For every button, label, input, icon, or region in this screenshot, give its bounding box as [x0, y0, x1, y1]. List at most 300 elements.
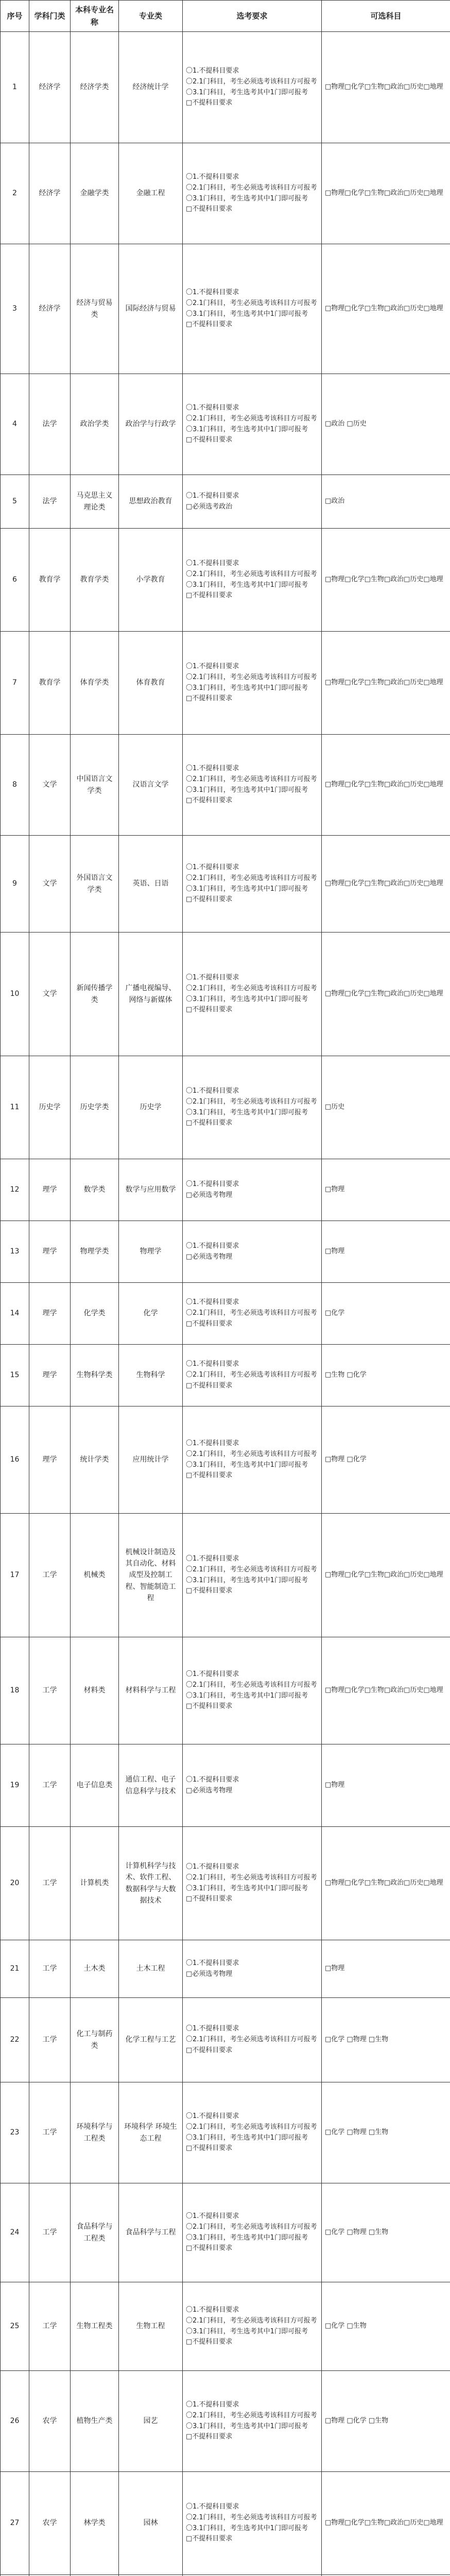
row-number: 1	[1, 32, 29, 143]
requirement-option[interactable]: 〇3.1门科目，考生选考其中1门即可报考	[186, 1108, 308, 1116]
row-category: 工学	[29, 1940, 71, 1998]
requirement-option[interactable]: □不提科目要求	[186, 1471, 233, 1480]
subject-checkboxes[interactable]: □化学 □物理 □生物	[325, 2228, 389, 2236]
row-requirement	[183, 244, 322, 374]
row-category: 文学	[29, 933, 71, 1056]
requirement-option[interactable]: □必须选考物理	[186, 1252, 233, 1261]
row-major: 土木工程	[119, 1940, 183, 1998]
table-row	[1, 1998, 450, 2082]
subject-checkboxes[interactable]: □物理□化学□生物□政治□历史□地理	[325, 1879, 443, 1887]
row-subjects	[322, 1637, 450, 1744]
requirement-option[interactable]: 〇2.1门科目，考生必须选考该科目方可报考	[186, 2036, 317, 2044]
requirement-option[interactable]: 〇3.1门科目，考生选考其中1门即可报考	[186, 310, 308, 318]
row-major: 材料科学与工程	[119, 1637, 183, 1744]
subject-checkboxes[interactable]: □物理□化学□生物□政治□历史□地理	[325, 781, 443, 789]
row-category: 工学	[29, 2183, 71, 2282]
row-requirement	[183, 32, 322, 143]
row-number: 25	[1, 2282, 29, 2371]
requirement-option[interactable]: 〇1.不提科目要求	[186, 492, 239, 500]
row-major: 金融工程	[119, 143, 183, 244]
subject-checkboxes[interactable]: □历史	[325, 1103, 345, 1111]
requirement-option[interactable]: □不提科目要求	[186, 2338, 233, 2346]
row-subjects	[322, 374, 450, 475]
requirement-option[interactable]: 〇2.1门科目，考生必须选考该科目方可报考	[186, 414, 317, 422]
requirement-option[interactable]: 〇1.不提科目要求	[186, 1242, 239, 1250]
row-major: 物理学	[119, 1221, 183, 1283]
row-requirement	[183, 2472, 322, 2575]
requirement-option[interactable]: 〇2.1门科目，考生必须选考该科目方可报考	[186, 1873, 317, 1882]
subject-checkboxes[interactable]: □物理	[325, 1247, 345, 1256]
row-requirement	[183, 836, 322, 933]
subject-checkboxes[interactable]: □物理□化学□生物□政治□历史□地理	[325, 575, 443, 584]
subject-checkboxes[interactable]: □物理□化学□生物□政治□历史□地理	[325, 990, 443, 998]
requirement-option[interactable]: 〇2.1门科目，考生必须选考该科目方可报考	[186, 984, 317, 992]
requirement-option[interactable]: □不提科目要求	[186, 1381, 233, 1389]
requirement-option[interactable]: □必须选考政治	[186, 502, 233, 511]
row-major-class: 食品科学与工程类	[71, 2183, 119, 2282]
requirement-option[interactable]: 〇1.不提科目要求	[186, 2112, 239, 2120]
row-major-class: 金融学类	[71, 143, 119, 244]
row-major-class: 新闻传播学类	[71, 933, 119, 1056]
requirement-option[interactable]: 〇2.1门科目，考生必须选考该科目方可报考	[186, 2123, 317, 2131]
subject-checkboxes[interactable]: □生物 □化学	[325, 1371, 367, 1379]
requirement-option[interactable]: 〇1.不提科目要求	[186, 66, 239, 75]
requirement-option[interactable]: 〇3.1门科目，考生选考其中1门即可报考	[186, 88, 308, 96]
table-row	[1, 1221, 450, 1283]
row-subjects	[322, 143, 450, 244]
requirement-option[interactable]: □不提科目要求	[186, 99, 233, 107]
table-body	[1, 32, 450, 2576]
subject-checkboxes[interactable]: □政治	[325, 497, 345, 505]
table-header-row	[1, 1, 450, 32]
subject-checkboxes[interactable]: □物理□化学□生物□政治□历史□地理	[325, 1686, 443, 1694]
requirement-option[interactable]: □不提科目要求	[186, 591, 233, 600]
requirement-option[interactable]: 〇2.1门科目，考生必须选考该科目方可报考	[186, 1097, 317, 1106]
requirement-option[interactable]: 〇3.1门科目，考生选考其中1门即可报考	[186, 2233, 308, 2242]
row-subjects	[322, 1998, 450, 2082]
row-major: 应用统计学	[119, 1406, 183, 1514]
row-number: 24	[1, 2183, 29, 2282]
row-requirement	[183, 2183, 322, 2282]
row-requirement	[183, 933, 322, 1056]
subject-checkboxes[interactable]: □物理□化学□生物□政治□历史□地理	[325, 879, 443, 888]
header-category: 学科门类	[29, 1, 71, 32]
row-subjects	[322, 2472, 450, 2575]
row-subjects	[322, 1406, 450, 1514]
row-number: 21	[1, 1940, 29, 1998]
requirement-option[interactable]: □不提科目要求	[186, 2535, 233, 2543]
row-major-class: 计算机类	[71, 1827, 119, 1940]
requirement-option[interactable]: 〇2.1门科目，考生必须选考该科目方可报考	[186, 2513, 317, 2521]
row-category: 教育学	[29, 632, 71, 735]
row-major-class: 植物生产类	[71, 2371, 119, 2472]
row-major-class: 土木类	[71, 1940, 119, 1998]
requirement-option[interactable]: 〇2.1门科目，考生必须选考该科目方可报考	[186, 673, 317, 681]
row-subjects	[322, 475, 450, 529]
requirement-option[interactable]: 〇1.不提科目要求	[186, 2502, 239, 2511]
header-major-class: 本科专业名称	[71, 1, 119, 32]
row-major-class: 化工与制药类	[71, 1998, 119, 2082]
requirement-option[interactable]: □不提科目要求	[186, 2144, 233, 2153]
row-number: 10	[1, 933, 29, 1056]
row-major-class: 物理学类	[71, 1221, 119, 1283]
row-major: 汉语言文学	[119, 735, 183, 836]
table-row	[1, 1744, 450, 1827]
subject-checkboxes[interactable]: □物理 □化学 □生物	[325, 2417, 389, 2425]
subject-checkboxes[interactable]: □物理□化学□生物□政治□历史□地理	[325, 189, 443, 197]
row-number: 4	[1, 374, 29, 475]
row-major: 食品科学与工程	[119, 2183, 183, 2282]
requirement-option[interactable]: 〇3.1门科目，考生选考其中1门即可报考	[186, 2133, 308, 2142]
requirement-option[interactable]: 〇2.1门科目，考生必须选考该科目方可报考	[186, 2223, 317, 2231]
row-number: 19	[1, 1744, 29, 1827]
row-major-class: 教育学类	[71, 529, 119, 632]
subject-checkboxes[interactable]: □物理□化学□生物□政治□历史□地理	[325, 83, 443, 91]
row-major-class: 化学类	[71, 1283, 119, 1345]
requirement-option[interactable]: 〇1.不提科目要求	[186, 2306, 239, 2314]
row-category: 文学	[29, 836, 71, 933]
row-requirement	[183, 143, 322, 244]
row-major: 环境科学 环境生态工程	[119, 2082, 183, 2183]
row-major: 思想政治教育	[119, 475, 183, 529]
row-major: 生物科学	[119, 1345, 183, 1406]
row-category: 文学	[29, 735, 71, 836]
requirement-option[interactable]: □不提科目要求	[186, 694, 233, 703]
requirement-option[interactable]: 〇3.1门科目，考生选考其中1门即可报考	[186, 1691, 308, 1700]
row-number: 9	[1, 836, 29, 933]
requirement-option[interactable]: □必须选考物理	[186, 1191, 233, 1199]
subject-checkboxes[interactable]: □化学 □物理 □生物	[325, 2128, 389, 2137]
requirement-option[interactable]: 〇3.1门科目，考生选考其中1门即可报考	[186, 786, 308, 794]
requirement-option[interactable]: 〇1.不提科目要求	[186, 863, 239, 871]
row-major-class: 机械类	[71, 1514, 119, 1637]
row-category: 工学	[29, 1998, 71, 2082]
row-requirement	[183, 735, 322, 836]
requirement-option[interactable]: 〇2.1门科目，考生必须选考该科目方可报考	[186, 2411, 317, 2419]
table-row	[1, 2082, 450, 2183]
table-row	[1, 1827, 450, 1940]
row-category: 工学	[29, 1514, 71, 1637]
requirement-option[interactable]: 〇2.1门科目，考生必须选考该科目方可报考	[186, 299, 317, 307]
requirement-option[interactable]: 〇2.1门科目，考生必须选考该科目方可报考	[186, 2316, 317, 2325]
row-major: 园艺	[119, 2371, 183, 2472]
subject-checkboxes[interactable]: □物理□化学□生物□政治□历史□地理	[325, 1571, 443, 1579]
requirement-option[interactable]: 〇2.1门科目，考生必须选考该科目方可报考	[186, 1681, 317, 1689]
requirement-option[interactable]: 〇3.1门科目，考生选考其中1门即可报考	[186, 2524, 308, 2532]
header-subjects: 可选科目	[322, 1, 450, 32]
row-number: 3	[1, 244, 29, 374]
row-requirement	[183, 475, 322, 529]
row-requirement	[183, 1221, 322, 1283]
row-major: 政治学与行政学	[119, 374, 183, 475]
row-major-class: 历史学类	[71, 1056, 119, 1159]
row-requirement	[183, 1940, 322, 1998]
row-requirement	[183, 1345, 322, 1406]
requirement-option[interactable]: 〇1.不提科目要求	[186, 288, 239, 296]
header-no: 序号	[1, 1, 29, 32]
requirement-option[interactable]: □不提科目要求	[186, 320, 233, 329]
subject-checkboxes[interactable]: □物理	[325, 1185, 345, 1194]
requirement-option[interactable]: 〇3.1门科目，考生选考其中1门即可报考	[186, 684, 308, 692]
requirement-option[interactable]: 〇1.不提科目要求	[186, 2212, 239, 2220]
row-requirement	[183, 1406, 322, 1514]
table-row	[1, 1514, 450, 1637]
requirement-option[interactable]: 〇2.1门科目，考生必须选考该科目方可报考	[186, 1309, 317, 1317]
row-major: 机械设计制造及其自动化、材料成型及控制工程、智能制造工程	[119, 1514, 183, 1637]
table-row	[1, 632, 450, 735]
table-row	[1, 2282, 450, 2371]
row-subjects	[322, 1159, 450, 1221]
row-category: 理学	[29, 1345, 71, 1406]
row-category: 理学	[29, 1283, 71, 1345]
row-major: 经济统计学	[119, 32, 183, 143]
row-major-class: 马克思主义理论类	[71, 475, 119, 529]
row-major-class: 电子信息类	[71, 1744, 119, 1827]
row-category: 经济学	[29, 32, 71, 143]
row-major-class: 环境科学与工程类	[71, 2082, 119, 2183]
row-major-class: 外国语言文学类	[71, 836, 119, 933]
table-row	[1, 933, 450, 1056]
row-category: 工学	[29, 1637, 71, 1744]
requirement-option[interactable]: □必须选考物理	[186, 1970, 233, 1978]
requirement-option[interactable]: □不提科目要求	[186, 205, 233, 213]
row-requirement	[183, 2371, 322, 2472]
row-number: 18	[1, 1637, 29, 1744]
row-major: 广播电视编导、网络与新媒体	[119, 933, 183, 1056]
row-subjects	[322, 529, 450, 632]
requirement-option[interactable]: 〇3.1门科目，考生选考其中1门即可报考	[186, 1461, 308, 1469]
requirement-option[interactable]: 〇2.1门科目，考生必须选考该科目方可报考	[186, 183, 317, 192]
row-number: 26	[1, 2371, 29, 2472]
subject-checkboxes[interactable]: □物理□化学□生物□政治□历史□地理	[325, 304, 443, 313]
row-major-class: 生物工程类	[71, 2282, 119, 2371]
row-major-class: 林学类	[71, 2472, 119, 2575]
subject-checkboxes[interactable]: □物理□化学□生物□政治□历史□地理	[325, 679, 443, 687]
requirement-option[interactable]: 〇1.不提科目要求	[186, 1298, 239, 1307]
table-row	[1, 735, 450, 836]
row-category: 理学	[29, 1406, 71, 1514]
table-row	[1, 1159, 450, 1221]
row-requirement	[183, 632, 322, 735]
row-major: 化学工程与工艺	[119, 1998, 183, 2082]
table-row	[1, 2371, 450, 2472]
subject-checkboxes[interactable]: □物理	[325, 1781, 345, 1789]
row-number: 7	[1, 632, 29, 735]
requirement-option[interactable]: □不提科目要求	[186, 1895, 233, 1903]
requirement-option[interactable]: □不提科目要求	[186, 1006, 233, 1014]
requirement-option[interactable]: □必须选考物理	[186, 1786, 233, 1794]
requirement-option[interactable]: 〇3.1门科目，考生选考其中1门即可报考	[186, 885, 308, 893]
requirement-option[interactable]: 〇3.1门科目，考生选考其中1门即可报考	[186, 995, 308, 1003]
row-number: 14	[1, 1283, 29, 1345]
requirement-option[interactable]: □不提科目要求	[186, 2244, 233, 2252]
row-requirement	[183, 1283, 322, 1345]
requirement-option[interactable]: □不提科目要求	[186, 1319, 233, 1328]
requirement-option[interactable]: 〇3.1门科目，考生选考其中1门即可报考	[186, 194, 308, 202]
requirement-option[interactable]: 〇1.不提科目要求	[186, 662, 239, 670]
row-major: 生物工程	[119, 2282, 183, 2371]
row-subjects	[322, 1283, 450, 1345]
row-number: 27	[1, 2472, 29, 2575]
table-row	[1, 374, 450, 475]
requirement-option[interactable]: 〇1.不提科目要求	[186, 1959, 239, 1967]
table-row	[1, 143, 450, 244]
row-subjects	[322, 1940, 450, 1998]
requirement-option[interactable]: 〇1.不提科目要求	[186, 559, 239, 567]
table-row	[1, 1056, 450, 1159]
subject-checkboxes[interactable]: □物理	[325, 1964, 345, 1973]
row-number: 2	[1, 143, 29, 244]
table-row	[1, 1406, 450, 1514]
subject-checkboxes[interactable]: □化学	[325, 1309, 345, 1317]
table-row	[1, 1345, 450, 1406]
row-subjects	[322, 1827, 450, 1940]
row-category: 工学	[29, 1744, 71, 1827]
row-category: 工学	[29, 2282, 71, 2371]
row-subjects	[322, 1221, 450, 1283]
row-requirement	[183, 1827, 322, 1940]
requirement-option[interactable]: 〇1.不提科目要求	[186, 764, 239, 772]
requirement-option[interactable]: 〇1.不提科目要求	[186, 173, 239, 181]
row-major-class: 经济与贸易类	[71, 244, 119, 374]
row-major: 园林	[119, 2472, 183, 2575]
row-subjects	[322, 836, 450, 933]
table-row	[1, 32, 450, 143]
requirement-option[interactable]: 〇2.1门科目，考生必须选考该科目方可报考	[186, 874, 317, 882]
requirement-option[interactable]: □不提科目要求	[186, 1587, 233, 1595]
row-major-class: 数学类	[71, 1159, 119, 1221]
requirement-option[interactable]: 〇1.不提科目要求	[186, 1087, 239, 1095]
row-major-class: 政治学类	[71, 374, 119, 475]
row-requirement	[183, 374, 322, 475]
requirement-option[interactable]: □不提科目要求	[186, 1119, 233, 1127]
row-number: 12	[1, 1159, 29, 1221]
subject-checkboxes[interactable]: □政治 □历史	[325, 420, 367, 428]
subject-checkboxes[interactable]: □化学 □生物	[325, 2322, 367, 2330]
requirement-option[interactable]: 〇1.不提科目要求	[186, 973, 239, 981]
table-row	[1, 2472, 450, 2575]
row-requirement	[183, 1744, 322, 1827]
row-requirement	[183, 1637, 322, 1744]
row-category: 法学	[29, 374, 71, 475]
row-category: 工学	[29, 1827, 71, 1940]
row-category: 法学	[29, 475, 71, 529]
requirement-option[interactable]: □不提科目要求	[186, 2433, 233, 2441]
header-major: 专业类	[119, 1, 183, 32]
requirement-option[interactable]: 〇2.1门科目，考生必须选考该科目方可报考	[186, 1565, 317, 1573]
requirement-option[interactable]: 〇1.不提科目要求	[186, 1554, 239, 1563]
row-requirement	[183, 529, 322, 632]
row-category: 工学	[29, 2082, 71, 2183]
requirement-option[interactable]: 〇3.1门科目，考生选考其中1门即可报考	[186, 2422, 308, 2430]
requirement-option[interactable]: □不提科目要求	[186, 895, 233, 904]
subject-checkboxes[interactable]: □物理 □化学	[325, 1455, 367, 1464]
requirement-option[interactable]: 〇2.1门科目，考生必须选考该科目方可报考	[186, 1371, 317, 1379]
requirement-option[interactable]: 〇3.1门科目，考生选考其中1门即可报考	[186, 581, 308, 589]
row-subjects	[322, 933, 450, 1056]
row-subjects	[322, 1056, 450, 1159]
row-subjects	[322, 2371, 450, 2472]
row-category: 理学	[29, 1221, 71, 1283]
row-number: 23	[1, 2082, 29, 2183]
requirement-option[interactable]: 〇1.不提科目要求	[186, 403, 239, 412]
row-subjects	[322, 632, 450, 735]
requirement-option[interactable]: 〇3.1门科目，考生选考其中1门即可报考	[186, 1884, 308, 1892]
row-category: 农学	[29, 2472, 71, 2575]
table-row	[1, 2183, 450, 2282]
row-major-class: 生物科学类	[71, 1345, 119, 1406]
row-subjects	[322, 735, 450, 836]
requirement-option[interactable]: □不提科目要求	[186, 436, 233, 444]
requirement-option[interactable]: 〇2.1门科目，考生必须选考该科目方可报考	[186, 775, 317, 783]
row-major: 体育教育	[119, 632, 183, 735]
row-category: 农学	[29, 2371, 71, 2472]
table-row	[1, 529, 450, 632]
subject-checkboxes[interactable]: □化学 □物理 □生物	[325, 2036, 389, 2044]
requirement-option[interactable]: □不提科目要求	[186, 796, 233, 805]
row-number: 15	[1, 1345, 29, 1406]
requirement-option[interactable]: 〇1.不提科目要求	[186, 1360, 239, 1368]
row-number: 5	[1, 475, 29, 529]
row-subjects	[322, 2082, 450, 2183]
row-subjects	[322, 1744, 450, 1827]
row-subjects	[322, 244, 450, 374]
requirement-option[interactable]: □不提科目要求	[186, 2046, 233, 2054]
subject-checkboxes[interactable]: □物理□化学□生物□政治□历史□地理	[325, 2519, 443, 2527]
requirement-option[interactable]: □不提科目要求	[186, 1702, 233, 1710]
row-major-class: 材料类	[71, 1637, 119, 1744]
row-requirement	[183, 2282, 322, 2371]
row-major: 历史学	[119, 1056, 183, 1159]
row-category: 教育学	[29, 529, 71, 632]
requirement-option[interactable]: 〇3.1门科目，考生选考其中1门即可报考	[186, 425, 308, 433]
requirement-option[interactable]: 〇3.1门科目，考生选考其中1门即可报考	[186, 2327, 308, 2335]
requirement-option[interactable]: 〇1.不提科目要求	[186, 1439, 239, 1447]
row-number: 22	[1, 1998, 29, 2082]
requirement-option[interactable]: 〇2.1门科目，考生必须选考该科目方可报考	[186, 570, 317, 578]
requirement-option[interactable]: 〇1.不提科目要求	[186, 1180, 239, 1188]
row-category: 历史学	[29, 1056, 71, 1159]
row-major-class: 体育学类	[71, 632, 119, 735]
row-major-class: 中国语言文学类	[71, 735, 119, 836]
table-row	[1, 244, 450, 374]
row-requirement	[183, 2082, 322, 2183]
row-subjects	[322, 1345, 450, 1406]
table-row	[1, 1940, 450, 1998]
row-number: 16	[1, 1406, 29, 1514]
row-major: 国际经济与贸易	[119, 244, 183, 374]
row-major-class: 经济学类	[71, 32, 119, 143]
row-requirement	[183, 1998, 322, 2082]
table-row	[1, 1283, 450, 1345]
row-requirement	[183, 1514, 322, 1637]
row-number: 8	[1, 735, 29, 836]
row-category: 经济学	[29, 244, 71, 374]
requirement-option[interactable]: 〇2.1门科目，考生必须选考该科目方可报考	[186, 1450, 317, 1458]
requirement-option[interactable]: 〇2.1门科目，考生必须选考该科目方可报考	[186, 77, 317, 86]
requirement-option[interactable]: 〇1.不提科目要求	[186, 1775, 239, 1784]
requirement-option[interactable]: 〇1.不提科目要求	[186, 2400, 239, 2409]
requirement-option[interactable]: 〇3.1门科目，考生选考其中1门即可报考	[186, 1576, 308, 1584]
requirement-option[interactable]: 〇1.不提科目要求	[186, 1862, 239, 1871]
row-subjects	[322, 2183, 450, 2282]
row-number: 6	[1, 529, 29, 632]
requirement-option[interactable]: 〇1.不提科目要求	[186, 2025, 239, 2033]
requirement-option[interactable]: 〇1.不提科目要求	[186, 1670, 239, 1678]
row-category: 经济学	[29, 143, 71, 244]
table-row	[1, 475, 450, 529]
row-subjects	[322, 2282, 450, 2371]
